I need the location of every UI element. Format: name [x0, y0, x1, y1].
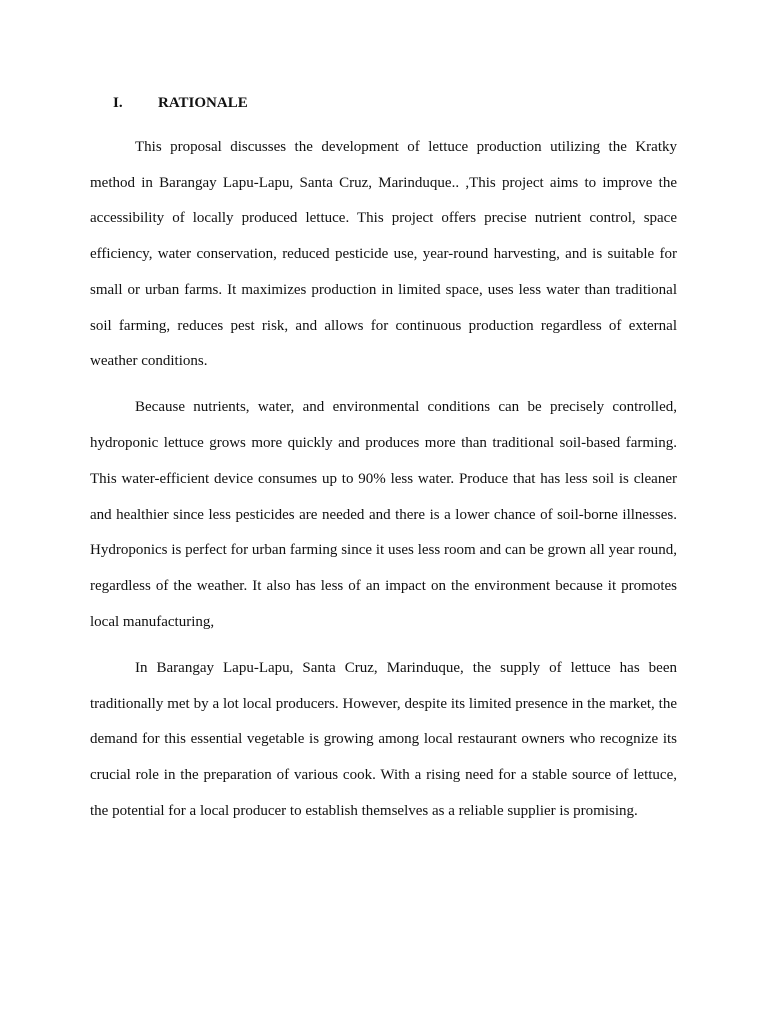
section-body: [90, 130, 677, 840]
paragraph-2: Because nutrients, water, and environmental conditions can be precisely controlled, hydroponic lettuce grows more quickly and produces more than traditional soil-based farming. This water-efficient device consumes up to 90% less water. Produce that has less soil is cleaner and healthier since less pesticides are needed and there is a lower chance of soil-borne illnesses. Hydroponics is perfect for urban farming since it uses less room and can be grown all year round, regardless of the weather. It also has less of an impact on the environment because it promotes local manufacturing,: [90, 399, 677, 630]
paragraph-1: This proposal discusses the development of lettuce production utilizing the Kratky method in Barangay Lapu-Lapu, Santa Cruz, Marinduque.. ,This project aims to improve the accessibility of locally produced lettuce. This project offers precise nutrient control, space efficiency, water conservation, reduced pesticide use, year-round harvesting, and is suitable for small or urban farms. It maximizes production in limited space, uses less water than traditional soil farming, reduces pest risk, and allows for continuous production regardless of external weather conditions.: [90, 139, 677, 370]
section-heading: [113, 93, 248, 113]
section-number: I.: [113, 95, 123, 111]
paragraph-3: In Barangay Lapu-Lapu, Santa Cruz, Marinduque, the supply of lettuce has been traditionally met by a lot local producers. However, despite its limited presence in the market, the demand for this essential vegetable is growing among local restaurant owners who recognize its crucial role in the preparation of various cook. With a rising need for a stable source of lettuce, the potential for a local producer to establish themselves as a reliable supplier is promising.: [90, 659, 677, 819]
section-title: RATIONALE: [158, 95, 248, 111]
